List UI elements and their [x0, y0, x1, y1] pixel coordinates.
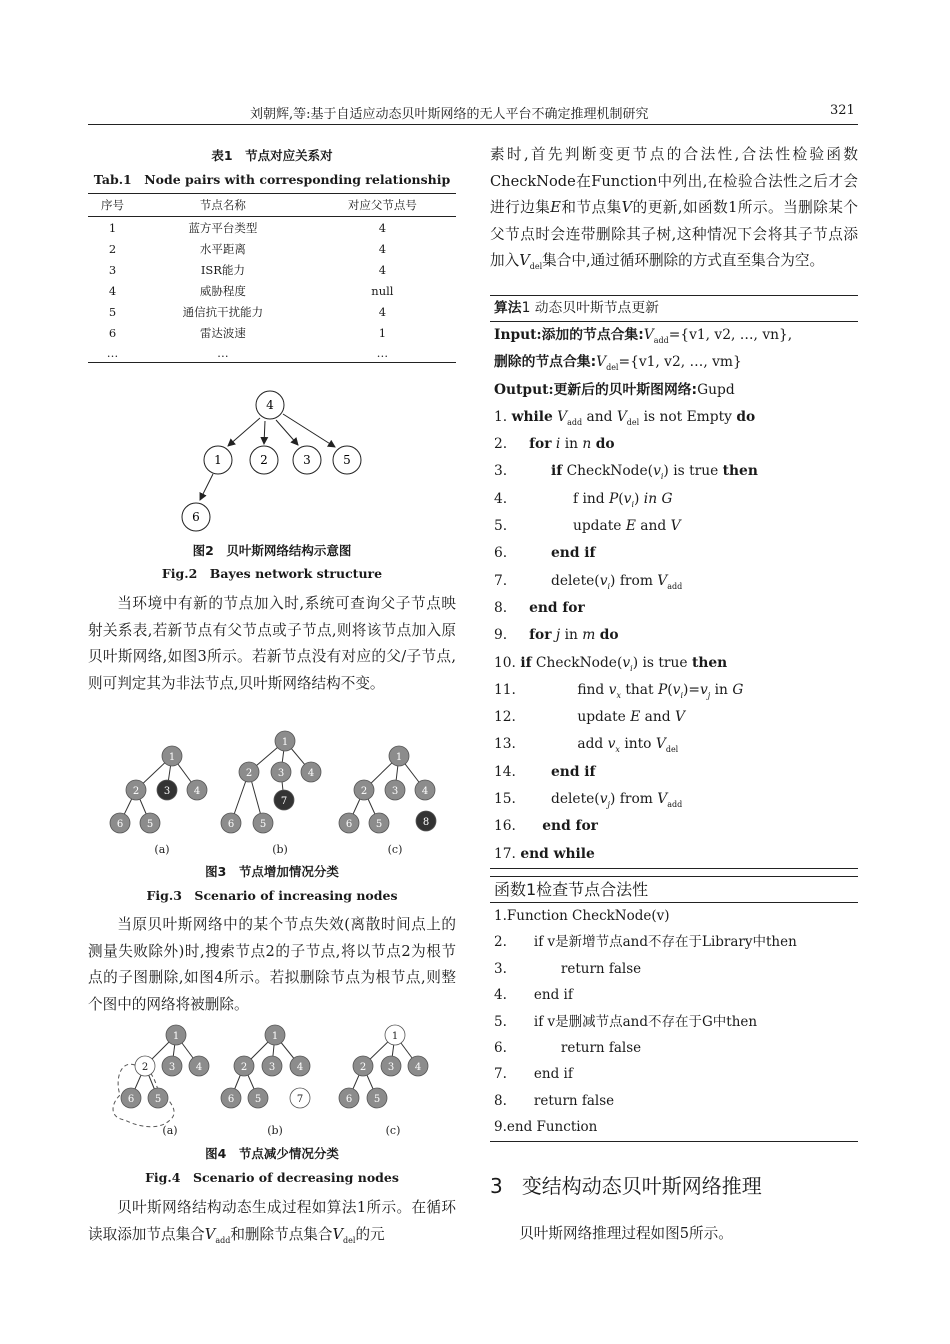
- paragraph-inference: 贝叶斯网络推理过程如图5所示。: [519, 1225, 733, 1242]
- function-title: 函数1检查节点合法性: [490, 876, 858, 903]
- svg-text:5: 5: [146, 819, 154, 830]
- table1-caption-cn: 表1 节点对应关系对: [211, 148, 333, 163]
- paragraph-dynamic-generation: 贝叶斯网络结构动态生成过程如算法1所示。在循环读取添加节点集合$V_{add}$和删除节点集合$V_{del}$的元: [88, 1199, 456, 1245]
- paragraph-legality-check: 素时,首先判断变更节点的合法性,合法性检验函数CheckNode在Function中列出,在检验合法性之后才会进行边集E和节点集V的更新,如函数1所示。当删除某个父节点时会连带删除其子树,这种情况下会将其子节点添加入$V_{del}$集合中,通过循环删除的方式直至集合为空。: [490, 146, 858, 271]
- node-label: 4: [266, 398, 274, 412]
- svg-text:2: 2: [141, 1062, 149, 1073]
- subfig-label: (b): [272, 843, 288, 856]
- node-label: 6: [192, 510, 200, 524]
- function-line: 7. end if: [494, 1066, 573, 1083]
- header-rule: [88, 124, 858, 125]
- svg-text:3: 3: [277, 768, 285, 779]
- svg-text:1: 1: [172, 1031, 180, 1042]
- table1-caption-en: Tab.1 Node pairs with corresponding relationship: [93, 172, 451, 187]
- fig2-bayes-network: [150, 388, 400, 538]
- node-label: 5: [343, 453, 351, 467]
- subfig-label: (b): [267, 1124, 283, 1137]
- svg-text:2: 2: [245, 768, 253, 779]
- paragraph-new-nodes: 当环境中有新的节点加入时,系统可查询父子节点映射关系表,若新节点有父节点或子节点,则将该节点加入原贝叶斯网络,如图3所示。若新节点没有对应的父/子节点,则可判定其为非法节点,贝叶斯网络结构不变。: [88, 595, 456, 692]
- subfig-label: (a): [154, 843, 170, 856]
- fig3-caption-cn: 图3 节点增加情况分类: [205, 864, 339, 879]
- subfig-label: (c): [387, 843, 403, 856]
- svg-text:1: 1: [391, 1031, 399, 1042]
- fig3-caption-en: Fig.3 Scenario of increasing nodes: [146, 888, 398, 903]
- function-line: 2. if v是新增节点and不存在于Library中then: [494, 934, 797, 951]
- function-line: 3. return false: [494, 960, 642, 977]
- svg-text:4: 4: [421, 786, 429, 797]
- function-line: 5. if v是删减节点and不存在于G中then: [494, 1013, 758, 1030]
- svg-text:4: 4: [307, 768, 315, 779]
- svg-text:3: 3: [387, 1062, 395, 1073]
- section-heading: 3 变结构动态贝叶斯网络推理: [490, 1174, 762, 1198]
- function-line: 4. end if: [494, 987, 573, 1004]
- svg-text:6: 6: [127, 1094, 135, 1105]
- col-header: 序号: [88, 194, 137, 217]
- svg-text:1: 1: [395, 752, 403, 763]
- algorithm-title: 算法1 动态贝叶斯节点更新: [490, 295, 858, 322]
- svg-text:5: 5: [375, 819, 383, 830]
- svg-text:3: 3: [163, 786, 171, 797]
- algorithm-1-box: 算法1 动态贝叶斯节点更新 Input:添加的节点合集$:V_{add}=\{v1$, v2, …, vn}, 删除的节点合集$:V_{del}=\{v1$, v2, …, vm} Output:更新后的贝叶斯图网络:Gupd 1. while $V_{add}$ and $V_{del}$ is not Empty do 2. for i in n do 3. if $CheckNode(v_i)$ is true then 4. f ind $P(v_i)$ in G 5. update E and V 6. end if 7. $delete(v_i)$ from $V_{add}$ 8. end for 9. for j in m do 10. if $CheckNode(v_i)$ is true then 11. find $v_x$ that $P(v_i)=v_j$ in G 12. update E and V 13. add $v_x$ into $V_{del}$ 14. end if 15. $delete(v_j)$ from $V_{add}$ 16. end for 17. end while: [490, 295, 858, 869]
- svg-text:2: 2: [359, 1062, 367, 1073]
- node-label: 2: [260, 453, 268, 467]
- svg-text:6: 6: [227, 1094, 235, 1105]
- svg-text:4: 4: [414, 1062, 422, 1073]
- table-row: 3 ISR能力 4: [108, 263, 387, 277]
- svg-text:1: 1: [168, 752, 176, 763]
- table-row: 5 通信抗干扰能力 4: [108, 305, 387, 319]
- svg-text:2: 2: [240, 1062, 248, 1073]
- svg-text:6: 6: [345, 1094, 353, 1105]
- function-line: 1.Function CheckNode(v): [494, 908, 670, 924]
- node-label: 1: [214, 453, 222, 467]
- fig4-caption-en: Fig.4 Scenario of decreasing nodes: [145, 1170, 399, 1185]
- table-row: 2 水平距离 4: [108, 242, 387, 256]
- function-line: 8. return false: [494, 1092, 615, 1109]
- table-row: 4 威胁程度 null: [108, 284, 394, 298]
- table-row: … … …: [88, 343, 456, 363]
- svg-text:6: 6: [116, 819, 124, 830]
- svg-text:1: 1: [271, 1031, 279, 1042]
- col-header: 对应父节点号: [309, 194, 456, 217]
- svg-text:3: 3: [268, 1062, 276, 1073]
- svg-text:5: 5: [154, 1094, 162, 1105]
- page-number: 321: [830, 103, 855, 118]
- svg-text:4: 4: [195, 1062, 203, 1073]
- svg-text:7: 7: [280, 796, 288, 807]
- function-1-box: [490, 876, 858, 1142]
- svg-text:7: 7: [296, 1094, 304, 1105]
- fig3-increasing-nodes: [100, 728, 450, 858]
- svg-text:6: 6: [227, 819, 235, 830]
- svg-text:5: 5: [259, 819, 267, 830]
- svg-text:5: 5: [254, 1094, 262, 1105]
- svg-text:2: 2: [132, 786, 140, 797]
- svg-text:2: 2: [360, 786, 368, 797]
- svg-text:4: 4: [193, 786, 201, 797]
- fig2-caption-cn: 图2 贝叶斯网络结构示意图: [192, 543, 352, 558]
- node-label: 3: [303, 453, 311, 467]
- table-row: 6 雷达波速 1: [108, 326, 387, 340]
- fig4-caption-cn: 图4 节点减少情况分类: [205, 1146, 339, 1161]
- table-row: 1 蓝方平台类型 4: [108, 221, 387, 235]
- function-line: 9.end Function: [494, 1119, 598, 1136]
- fig2-caption-en: Fig.2 Bayes network structure: [161, 566, 383, 581]
- fig4-decreasing-nodes: [100, 1020, 450, 1140]
- svg-text:6: 6: [345, 819, 353, 830]
- header-title: 刘朝辉,等:基于自适应动态贝叶斯网络的无人平台不确定推理机制研究: [250, 107, 649, 122]
- svg-text:5: 5: [373, 1094, 381, 1105]
- svg-text:3: 3: [391, 786, 399, 797]
- svg-text:3: 3: [168, 1062, 176, 1073]
- paragraph-failed-nodes: 当原贝叶斯网络中的某个节点失效(离散时间点上的测量失败除外)时,搜索节点2的子节点,将以节点2为根节点的子图删除,如图4所示。若拟删除节点为根节点,则整个图中的网络将被删除。: [88, 916, 456, 1013]
- subfig-label: (a): [162, 1124, 178, 1137]
- function-line: 6. return false: [494, 1039, 642, 1056]
- svg-text:4: 4: [296, 1062, 304, 1073]
- svg-text:1: 1: [281, 737, 289, 748]
- node-pairs-table: [88, 193, 456, 363]
- svg-text:8: 8: [422, 817, 430, 828]
- subfig-label: (c): [385, 1124, 401, 1137]
- col-header: 节点名称: [137, 194, 309, 217]
